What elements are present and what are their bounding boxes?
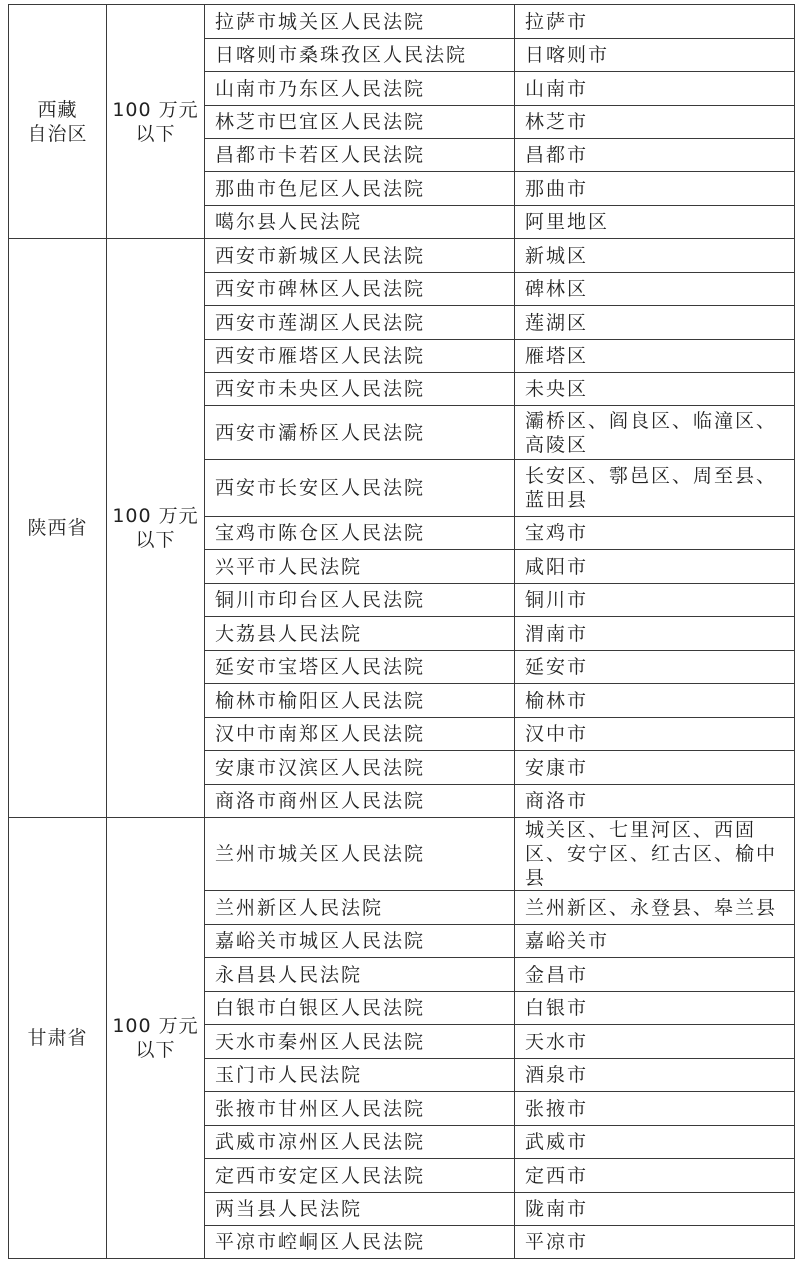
jurisdiction-cell: 汉中市 xyxy=(515,718,795,751)
court-name-cell: 商洛市商州区人民法院 xyxy=(205,785,515,818)
jurisdiction-cell: 渭南市 xyxy=(515,617,795,651)
court-name-cell: 山南市乃东区人民法院 xyxy=(205,72,515,106)
table-row xyxy=(9,239,795,273)
province-cell: 西藏 自治区 xyxy=(9,5,107,239)
table-body xyxy=(9,5,795,1259)
court-name-cell: 延安市宝塔区人民法院 xyxy=(205,651,515,684)
court-name-cell: 武威市凉州区人民法院 xyxy=(205,1126,515,1159)
court-name-cell: 那曲市色尼区人民法院 xyxy=(205,172,515,206)
jurisdiction-cell: 嘉峪关市 xyxy=(515,925,795,958)
jurisdiction-cell: 那曲市 xyxy=(515,172,795,206)
court-name-cell: 日喀则市桑珠孜区人民法院 xyxy=(205,39,515,72)
jurisdiction-cell: 碑林区 xyxy=(515,273,795,306)
court-name-cell: 嘉峪关市城区人民法院 xyxy=(205,925,515,958)
court-name-cell: 噶尔县人民法院 xyxy=(205,206,515,239)
court-name-cell: 西安市灞桥区人民法院 xyxy=(205,406,515,460)
jurisdiction-cell: 雁塔区 xyxy=(515,340,795,373)
court-name-cell: 定西市安定区人民法院 xyxy=(205,1159,515,1193)
jurisdiction-cell: 陇南市 xyxy=(515,1193,795,1226)
jurisdiction-cell: 日喀则市 xyxy=(515,39,795,72)
jurisdiction-cell: 白银市 xyxy=(515,992,795,1025)
court-jurisdiction-table xyxy=(8,4,795,1259)
jurisdiction-cell: 金昌市 xyxy=(515,958,795,992)
province-cell: 陕西省 xyxy=(9,239,107,818)
court-name-cell: 兰州新区人民法院 xyxy=(205,891,515,925)
jurisdiction-cell: 宝鸡市 xyxy=(515,517,795,550)
table-row xyxy=(9,818,795,891)
court-name-cell: 西安市莲湖区人民法院 xyxy=(205,306,515,340)
court-name-cell: 大荔县人民法院 xyxy=(205,617,515,651)
jurisdiction-cell: 定西市 xyxy=(515,1159,795,1193)
court-name-cell: 永昌县人民法院 xyxy=(205,958,515,992)
jurisdiction-cell: 阿里地区 xyxy=(515,206,795,239)
jurisdiction-cell: 兰州新区、永登县、皋兰县 xyxy=(515,891,795,925)
jurisdiction-cell: 安康市 xyxy=(515,751,795,785)
jurisdiction-cell: 酒泉市 xyxy=(515,1059,795,1092)
jurisdiction-cell: 商洛市 xyxy=(515,785,795,818)
court-name-cell: 安康市汉滨区人民法院 xyxy=(205,751,515,785)
court-name-cell: 拉萨市城关区人民法院 xyxy=(205,5,515,39)
jurisdiction-cell: 铜川市 xyxy=(515,584,795,617)
court-name-cell: 汉中市南郑区人民法院 xyxy=(205,718,515,751)
jurisdiction-cell: 城关区、七里河区、西固区、安宁区、红古区、榆中县 xyxy=(515,818,795,891)
jurisdiction-cell: 山南市 xyxy=(515,72,795,106)
jurisdiction-cell: 咸阳市 xyxy=(515,550,795,584)
jurisdiction-cell: 武威市 xyxy=(515,1126,795,1159)
court-name-cell: 宝鸡市陈仓区人民法院 xyxy=(205,517,515,550)
jurisdiction-cell: 榆林市 xyxy=(515,684,795,718)
court-name-cell: 兰州市城关区人民法院 xyxy=(205,818,515,891)
court-name-cell: 白银市白银区人民法院 xyxy=(205,992,515,1025)
court-name-cell: 张掖市甘州区人民法院 xyxy=(205,1092,515,1126)
jurisdiction-cell: 未央区 xyxy=(515,373,795,406)
jurisdiction-cell: 长安区、鄠邑区、周至县、蓝田县 xyxy=(515,460,795,517)
court-name-cell: 西安市未央区人民法院 xyxy=(205,373,515,406)
jurisdiction-cell: 平凉市 xyxy=(515,1226,795,1259)
jurisdiction-cell: 新城区 xyxy=(515,239,795,273)
table-row xyxy=(9,5,795,39)
court-name-cell: 西安市长安区人民法院 xyxy=(205,460,515,517)
court-name-cell: 昌都市卡若区人民法院 xyxy=(205,139,515,172)
court-name-cell: 玉门市人民法院 xyxy=(205,1059,515,1092)
court-name-cell: 西安市雁塔区人民法院 xyxy=(205,340,515,373)
jurisdiction-cell: 延安市 xyxy=(515,651,795,684)
jurisdiction-cell: 灞桥区、阎良区、临潼区、高陵区 xyxy=(515,406,795,460)
court-name-cell: 林芝市巴宜区人民法院 xyxy=(205,106,515,139)
amount-threshold-cell: 100 万元 以下 xyxy=(107,5,205,239)
jurisdiction-cell: 张掖市 xyxy=(515,1092,795,1126)
court-name-cell: 平凉市崆峒区人民法院 xyxy=(205,1226,515,1259)
jurisdiction-cell: 拉萨市 xyxy=(515,5,795,39)
amount-threshold-cell: 100 万元 以下 xyxy=(107,818,205,1259)
jurisdiction-cell: 林芝市 xyxy=(515,106,795,139)
province-cell: 甘肃省 xyxy=(9,818,107,1259)
jurisdiction-cell: 昌都市 xyxy=(515,139,795,172)
court-name-cell: 西安市碑林区人民法院 xyxy=(205,273,515,306)
amount-threshold-cell: 100 万元 以下 xyxy=(107,239,205,818)
court-name-cell: 西安市新城区人民法院 xyxy=(205,239,515,273)
court-name-cell: 两当县人民法院 xyxy=(205,1193,515,1226)
court-name-cell: 榆林市榆阳区人民法院 xyxy=(205,684,515,718)
court-name-cell: 天水市秦州区人民法院 xyxy=(205,1025,515,1059)
jurisdiction-cell: 天水市 xyxy=(515,1025,795,1059)
jurisdiction-cell: 莲湖区 xyxy=(515,306,795,340)
court-name-cell: 铜川市印台区人民法院 xyxy=(205,584,515,617)
court-name-cell: 兴平市人民法院 xyxy=(205,550,515,584)
